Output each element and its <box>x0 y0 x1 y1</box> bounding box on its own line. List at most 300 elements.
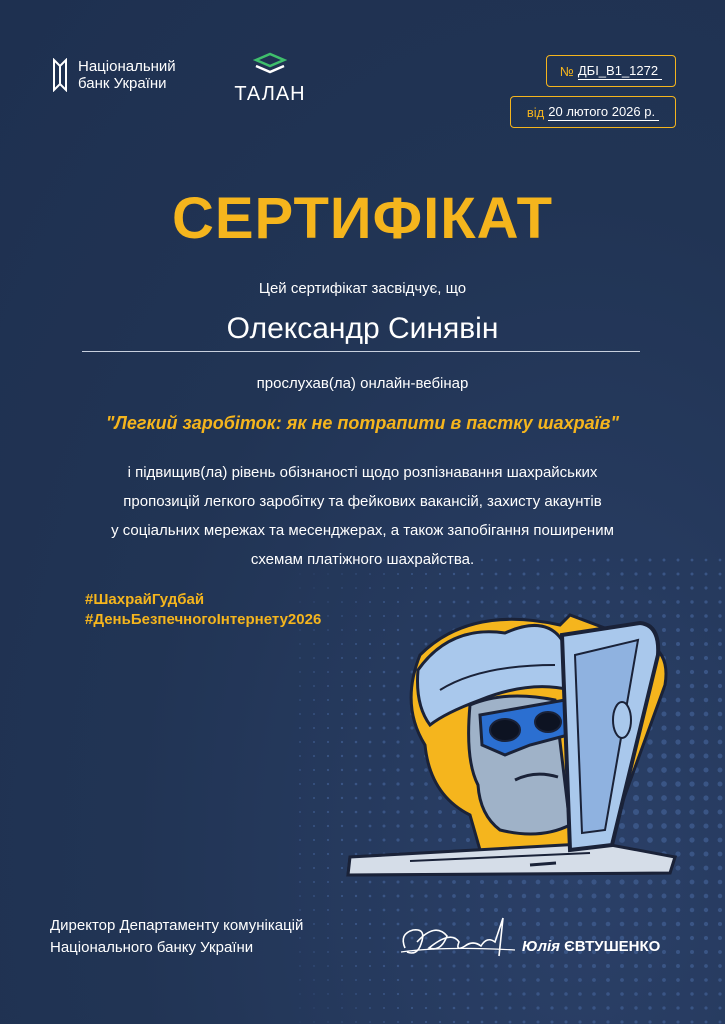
background-dot <box>718 754 723 759</box>
background-dot <box>369 965 371 967</box>
background-dot <box>690 726 695 731</box>
background-dot <box>355 951 357 953</box>
background-dot <box>550 978 554 982</box>
background-dot <box>718 628 722 632</box>
background-dot <box>383 965 385 967</box>
background-dot <box>619 893 624 898</box>
background-dot <box>341 909 343 911</box>
background-dot <box>299 797 301 799</box>
background-dot <box>718 880 723 885</box>
background-dot <box>564 1020 567 1023</box>
hashtag: #ДеньБезпечногоІнтернету2026 <box>85 611 322 628</box>
background-dot <box>411 1007 413 1009</box>
background-dot <box>425 587 427 589</box>
background-dot <box>522 908 526 912</box>
background-dot <box>495 587 498 590</box>
background-dot <box>606 908 611 913</box>
background-dot <box>690 964 694 968</box>
background-dot <box>704 992 707 995</box>
background-dot <box>703 795 708 800</box>
background-dot <box>397 909 400 912</box>
background-dot <box>704 726 709 731</box>
background-dot <box>690 614 694 618</box>
hashtags <box>85 590 321 630</box>
background-dot <box>439 1021 441 1023</box>
background-dot <box>662 908 667 913</box>
background-dot <box>676 586 679 589</box>
background-dot <box>718 600 721 603</box>
background-dot <box>355 1007 357 1009</box>
background-dot <box>704 866 709 871</box>
background-dot <box>327 713 329 715</box>
background-dot <box>300 1022 301 1023</box>
background-dot <box>327 741 329 743</box>
background-dot <box>299 839 301 841</box>
background-dot <box>718 866 723 871</box>
background-dot <box>313 979 314 980</box>
background-dot <box>718 922 722 926</box>
background-dot <box>411 587 413 589</box>
background-dot <box>397 895 400 898</box>
background-dot <box>662 978 666 982</box>
background-dot <box>453 587 456 590</box>
background-dot <box>704 950 708 954</box>
background-dot <box>718 796 723 801</box>
background-dot <box>439 965 442 968</box>
background-dot <box>578 978 582 982</box>
background-dot <box>494 978 497 981</box>
background-dot <box>299 685 301 687</box>
background-dot <box>676 1020 679 1023</box>
background-dot <box>327 643 329 645</box>
background-dot <box>690 880 695 885</box>
description <box>0 458 725 574</box>
background-dot <box>313 895 315 897</box>
background-dot <box>299 643 300 644</box>
background-dot <box>327 727 329 729</box>
background-dot <box>425 965 428 968</box>
description-line: схемам платіжного шахрайства. <box>250 551 475 568</box>
background-dot <box>564 1006 567 1009</box>
background-dot <box>718 810 723 815</box>
background-dot <box>341 951 343 953</box>
background-dot <box>397 1021 399 1023</box>
background-dot <box>313 727 315 729</box>
background-dot <box>578 992 582 996</box>
background-dot <box>690 712 695 717</box>
background-dot <box>578 908 583 913</box>
description-line: пропозицій легкого заробітку та фейкових вакансій, захисту акаунтів <box>123 493 602 510</box>
background-dot <box>634 922 639 927</box>
background-dot <box>299 755 301 757</box>
background-dot <box>620 1020 623 1023</box>
background-dot <box>355 993 357 995</box>
background-dot <box>690 922 694 926</box>
background-dot <box>689 795 694 800</box>
background-dot <box>704 922 708 926</box>
background-dot <box>606 586 609 589</box>
name-underline <box>82 351 640 352</box>
background-dot <box>676 1006 679 1009</box>
background-dot <box>689 767 694 772</box>
background-dot <box>327 629 329 631</box>
background-dot <box>425 1007 427 1009</box>
background-dot <box>466 964 469 967</box>
background-dot <box>718 950 722 954</box>
background-dot <box>690 600 693 603</box>
background-dot <box>676 978 680 982</box>
background-dot <box>536 586 539 589</box>
background-dot <box>550 1006 553 1009</box>
background-dot <box>313 1007 314 1008</box>
background-dot <box>718 740 723 745</box>
background-dot <box>313 965 314 966</box>
background-dot <box>648 1006 651 1009</box>
background-dot <box>313 783 315 785</box>
background-dot <box>620 992 624 996</box>
background-dot <box>536 978 540 982</box>
background-dot <box>397 965 399 967</box>
background-dot <box>704 586 707 589</box>
background-dot <box>634 908 639 913</box>
background-dot <box>662 936 666 940</box>
background-dot <box>620 964 624 968</box>
background-dot <box>690 684 694 688</box>
background-dot <box>592 908 597 913</box>
background-dot <box>536 908 540 912</box>
background-dot <box>327 937 329 939</box>
background-dot <box>383 923 386 926</box>
background-dot <box>662 922 667 927</box>
background-dot <box>327 951 329 953</box>
background-dot <box>689 809 694 814</box>
background-dot <box>648 964 652 968</box>
background-dot <box>676 992 680 996</box>
background-dot <box>606 922 611 927</box>
background-dot <box>564 894 569 899</box>
background-dot <box>704 614 708 618</box>
background-dot <box>718 642 722 646</box>
background-dot <box>620 908 625 913</box>
background-dot <box>313 867 315 869</box>
webinar-title: "Легкий заробіток: як не потрапити в пастку шахраїв" <box>105 413 620 433</box>
background-dot <box>703 781 708 786</box>
background-dot <box>480 894 484 898</box>
background-dot <box>689 739 694 744</box>
background-dot <box>703 837 708 842</box>
background-dot <box>313 937 315 939</box>
background-dot <box>703 753 708 758</box>
background-dot <box>313 755 315 757</box>
background-dot <box>481 993 484 996</box>
background-dot <box>718 978 721 981</box>
background-dot <box>411 965 414 968</box>
background-dot <box>690 628 694 632</box>
background-dot <box>605 893 610 898</box>
background-dot <box>676 908 681 913</box>
background-dot <box>550 992 553 995</box>
background-dot <box>327 895 329 897</box>
background-dot <box>620 922 625 927</box>
background-dot <box>592 1020 595 1023</box>
background-dot <box>564 992 568 996</box>
background-dot <box>578 964 582 968</box>
background-dot <box>383 909 386 912</box>
background-dot <box>564 586 567 589</box>
background-dot <box>383 1007 385 1009</box>
background-dot <box>299 713 301 715</box>
background-dot <box>689 851 694 856</box>
background-dot <box>467 587 470 590</box>
background-dot <box>369 993 371 995</box>
background-dot <box>620 1006 623 1009</box>
background-dot <box>592 1006 595 1009</box>
background-dot <box>411 993 413 995</box>
background-dot <box>676 936 680 940</box>
background-dot <box>453 979 456 982</box>
background-dot <box>300 1008 301 1009</box>
background-dot <box>648 978 652 982</box>
background-dot <box>704 670 708 674</box>
background-dot <box>369 951 371 953</box>
certificate-title: СЕРТИФІКАТ <box>171 186 554 251</box>
background-dot <box>634 1006 637 1009</box>
background-dot <box>704 978 708 982</box>
background-dot <box>690 936 694 940</box>
background-dot <box>481 1007 484 1010</box>
certificate-intro: Цей сертифікат засвідчує, що <box>258 280 467 297</box>
background-dot <box>703 767 708 772</box>
background-dot <box>550 894 555 899</box>
background-dot <box>453 1007 456 1010</box>
background-dot <box>410 894 413 897</box>
signer-last-name: ЄВТУШЕНКО <box>564 938 661 955</box>
background-dot <box>718 782 723 787</box>
background-dot <box>313 769 315 771</box>
background-dot <box>327 1021 328 1022</box>
background-dot <box>648 922 653 927</box>
background-dot <box>662 992 666 996</box>
background-dot <box>620 978 624 982</box>
background-dot <box>578 894 583 899</box>
background-dot <box>341 587 342 588</box>
background-dot <box>383 951 385 953</box>
background-dot <box>481 1021 484 1024</box>
background-dot <box>327 699 329 701</box>
background-dot <box>690 698 695 703</box>
background-dot <box>452 964 455 967</box>
nbu-logo-line2: банк України <box>78 75 167 92</box>
background-dot <box>355 587 357 589</box>
background-dot <box>411 1021 413 1023</box>
background-dot <box>648 1020 651 1023</box>
background-dot <box>606 978 610 982</box>
background-dot <box>369 1021 371 1023</box>
nbu-emblem-icon <box>50 58 70 92</box>
background-dot <box>564 922 568 926</box>
background-dot <box>690 866 695 871</box>
background-dot <box>327 1007 328 1008</box>
background-dot <box>327 993 328 994</box>
background-dot <box>299 699 301 701</box>
background-dot <box>718 894 722 898</box>
background-dot <box>313 825 315 827</box>
background-dot <box>439 993 442 996</box>
background-dot <box>718 712 723 717</box>
background-dot <box>690 950 694 954</box>
background-dot <box>676 950 680 954</box>
background-dot <box>327 811 329 813</box>
background-dot <box>689 781 694 786</box>
background-dot <box>313 811 315 813</box>
background-dot <box>397 979 399 981</box>
nbu-logo-line1: Національний <box>78 58 176 75</box>
background-dot <box>690 992 693 995</box>
scammer-laptop-illustration <box>330 595 690 885</box>
background-dot <box>494 894 498 898</box>
background-dot <box>606 992 610 996</box>
background-dot <box>397 587 399 589</box>
background-dot <box>634 1020 637 1023</box>
background-dot <box>438 894 441 897</box>
document-number-value: ДБІ_В1_1272 <box>578 63 662 80</box>
background-dot <box>718 656 722 660</box>
background-dot <box>704 880 709 885</box>
background-dot <box>704 600 707 603</box>
background-dot <box>704 656 708 660</box>
background-dot <box>690 642 694 646</box>
background-dot <box>480 978 483 981</box>
background-dot <box>355 1021 356 1022</box>
background-dot <box>550 908 555 913</box>
background-dot <box>718 908 722 912</box>
background-dot <box>327 671 329 673</box>
background-dot <box>494 992 497 995</box>
background-dot <box>452 894 456 898</box>
background-dot <box>355 923 357 925</box>
background-dot <box>522 586 525 589</box>
background-dot <box>704 894 709 899</box>
background-dot <box>648 586 651 589</box>
background-dot <box>327 867 329 869</box>
background-dot <box>355 909 357 911</box>
document-number-box <box>546 55 676 87</box>
background-dot <box>718 852 723 857</box>
background-dot <box>439 1007 441 1009</box>
background-dot <box>508 1006 511 1009</box>
background-dot <box>536 1020 539 1023</box>
background-dot <box>522 978 525 981</box>
background-dot <box>662 1020 665 1023</box>
background-dot <box>313 993 314 994</box>
background-dot <box>327 825 329 827</box>
background-dot <box>467 1007 470 1010</box>
background-dot <box>369 923 371 925</box>
background-dot <box>299 867 301 869</box>
background-dot <box>355 895 357 897</box>
background-dot <box>327 755 329 757</box>
background-dot <box>704 740 709 745</box>
background-dot <box>705 1021 708 1024</box>
background-dot <box>648 894 653 899</box>
background-dot <box>341 937 343 939</box>
background-dot <box>314 1022 315 1023</box>
background-dot <box>383 587 385 589</box>
background-dot <box>662 894 667 899</box>
background-dot <box>299 769 301 771</box>
background-dot <box>327 797 329 799</box>
background-dot <box>718 586 721 589</box>
background-dot <box>453 993 456 996</box>
background-dot <box>704 1006 707 1009</box>
background-dot <box>467 1021 470 1024</box>
background-dot <box>704 936 708 940</box>
background-dot <box>313 923 315 925</box>
background-dot <box>299 811 301 813</box>
background-dot <box>355 979 357 981</box>
background-dot <box>634 992 638 996</box>
background-dot <box>690 670 694 674</box>
background-dot <box>704 852 709 857</box>
background-dot <box>634 964 638 968</box>
background-dot <box>313 951 315 953</box>
description-line: у соціальних мережах та месенджерах, а також запобігання поширеним <box>111 522 614 539</box>
background-dot <box>341 1007 342 1008</box>
document-date-value: 20 лютого 2026 р. <box>548 104 659 121</box>
background-dot <box>397 1007 399 1009</box>
background-dot <box>718 964 722 968</box>
background-dot <box>369 909 372 912</box>
description-line: і підвищив(ла) рівень обізнаності щодо розпізнавання шахрайських <box>127 464 598 481</box>
background-dot <box>719 1021 722 1024</box>
background-dot <box>327 587 328 588</box>
background-dot <box>313 797 315 799</box>
background-dot <box>327 881 329 883</box>
background-dot <box>383 979 385 981</box>
background-dot <box>592 922 597 927</box>
background-dot <box>689 823 694 828</box>
background-dot <box>327 685 329 687</box>
background-dot <box>662 950 666 954</box>
background-dot <box>369 1007 371 1009</box>
background-dot <box>662 964 666 968</box>
background-dot <box>313 643 315 645</box>
director-position-line2: Національного банку України <box>50 939 254 956</box>
background-dot <box>509 587 512 590</box>
background-dot <box>718 992 721 995</box>
background-dot <box>620 586 623 589</box>
background-dot <box>480 964 483 967</box>
background-dot <box>299 881 301 883</box>
recipient-name: Олександр Синявін <box>226 312 499 345</box>
background-dot <box>299 671 300 672</box>
background-dot <box>592 894 597 899</box>
background-dot <box>592 586 595 589</box>
background-dot <box>536 922 540 926</box>
background-dot <box>704 628 708 632</box>
background-dot <box>313 881 315 883</box>
background-dot <box>564 964 568 968</box>
background-dot <box>606 1006 609 1009</box>
signer-name <box>522 938 660 955</box>
background-dot <box>313 713 315 715</box>
background-dot <box>592 992 596 996</box>
background-dot <box>369 587 371 589</box>
background-dot <box>313 657 315 659</box>
background-dot <box>453 1021 455 1023</box>
background-dot <box>718 670 722 674</box>
background-dot <box>313 685 315 687</box>
